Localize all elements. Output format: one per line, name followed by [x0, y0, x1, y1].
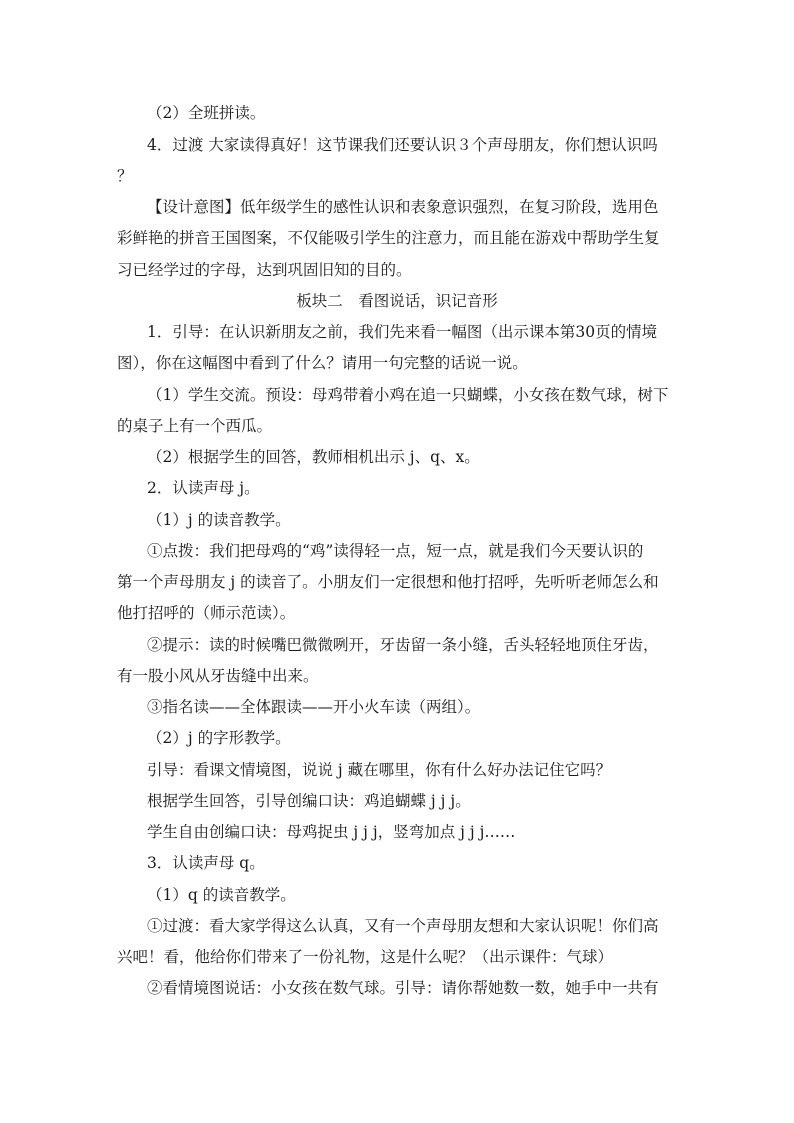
paragraph-line: 根据学生回答，引导创编口诀：鸡追蝴蝶 j j j。 [147, 792, 471, 810]
paragraph-line: （1）q 的读音教学。 [147, 886, 296, 904]
paragraph-line: 4．过渡 大家读得真好！这节课我们还要认识３个声母朋友，你们想认识吗 [147, 136, 658, 154]
paragraph-line: 学生自由创编口诀：母鸡捉虫 j j j，竖弯加点 j j j…… [147, 823, 516, 841]
paragraph-line: ②看情境图说话：小女孩在数气球。引导：请你帮她数一数，她手中一共有 [147, 979, 659, 997]
paragraph-line: 他打招呼的（师示范读）。 [117, 604, 296, 622]
paragraph-line: 有一股小风从牙齿缝中出来。 [117, 667, 319, 685]
paragraph-line: 2．认读声母 j。 [147, 479, 260, 497]
paragraph-line: ③指名读——全体跟读——开小火车读（两组）。 [147, 698, 481, 716]
section-heading: 板块二 看图说话，识记音形 [296, 292, 498, 310]
paragraph-line: 第一个声母朋友 j 的读音了。小朋友们一定很想和他打招呼，先听听老师怎么和 [117, 573, 659, 591]
paragraph-line: （2）全班拼读。 [147, 104, 266, 122]
design-intent-line: 彩鲜艳的拼音王国图案，不仅能吸引学生的注意力，而且能在游戏中帮助学生复 [117, 229, 660, 247]
paragraph-line: （2）根据学生的回答，教师相机出示 j、q、x。 [147, 448, 480, 466]
design-intent-line: 【设计意图】低年级学生的感性认识和表象意识强烈，在复习阶段，选用色 [147, 198, 659, 216]
paragraph-line: ？ [117, 167, 133, 185]
paragraph-line: （1）学生交流。预设：母鸡带着小鸡在追一只蝴蝶，小女孩在数气球，树下 [147, 386, 669, 404]
design-intent-line: 习已经学过的字母，达到巩固旧知的目的。 [117, 261, 412, 279]
paragraph-line: 兴吧！看，他给你们带来了一份礼物，这是什么呢？（出示课件：气球） [117, 948, 614, 966]
paragraph-line: 1．引导：在认识新朋友之前，我们先来看一幅图（出示课本第30页的情境 [147, 323, 658, 341]
paragraph-line: 图），你在这幅图中看到了什么？请用一句完整的话说一说。 [117, 354, 528, 372]
paragraph-line: （2）j 的字形教学。 [147, 729, 291, 747]
paragraph-line: （1）j 的读音教学。 [147, 511, 291, 529]
paragraph-line: 的桌子上有一个西瓜。 [117, 417, 273, 435]
paragraph-line: 引导：看课文情境图，说说 j 藏在哪里，你有什么好办法记住它吗？ [147, 761, 612, 779]
paragraph-line: 3．认读声母 q。 [147, 854, 265, 872]
paragraph-line: ①点拨：我们把母鸡的“鸡”读得轻一点，短一点，就是我们今天要认识的 [147, 542, 644, 560]
paragraph-line: ②提示：读的时候嘴巴微微咧开，牙齿留一条小缝，舌头轻轻地顶住牙齿， [147, 636, 659, 654]
paragraph-line: ①过渡：看大家学得这么认真，又有一个声母朋友想和大家认识呢！你们高 [147, 917, 659, 935]
